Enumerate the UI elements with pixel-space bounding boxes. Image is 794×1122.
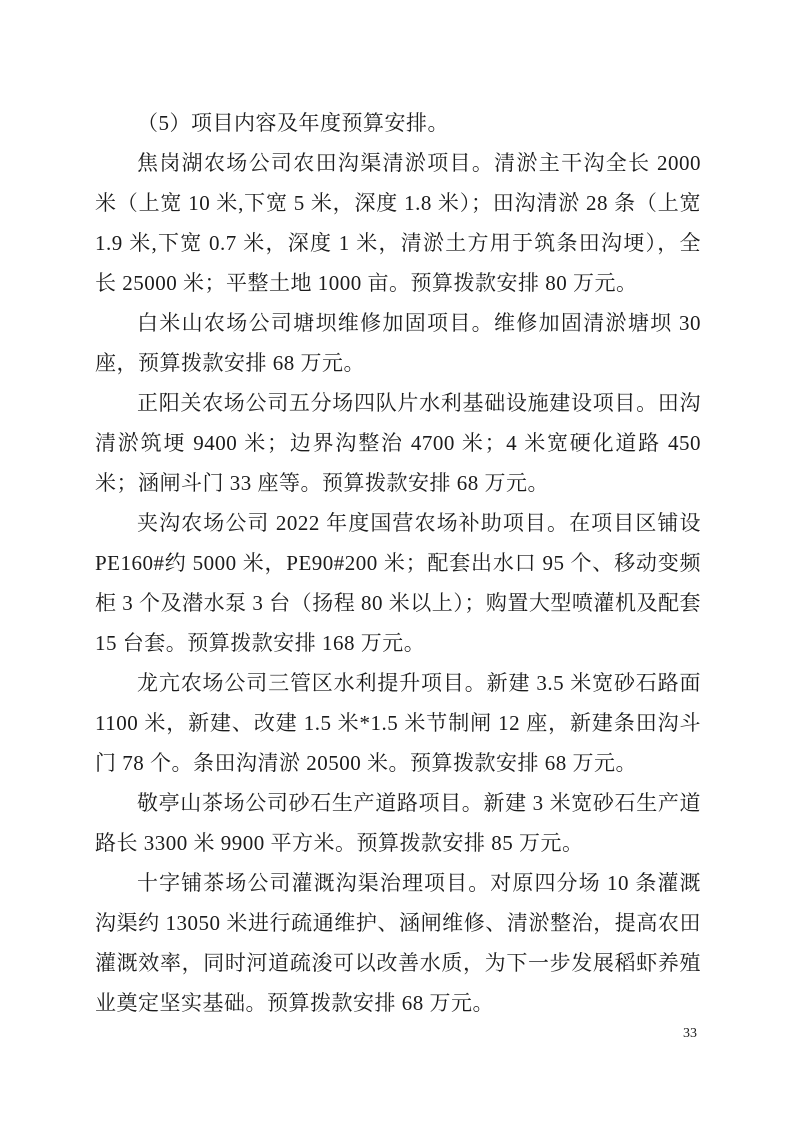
paragraph: 正阳关农场公司五分场四队片水利基础设施建设项目。田沟清淤筑埂 9400 米；边界沟整治 4700 米；4 米宽硬化道路 450 米；涵闸斗门 33 座等。预算拨款安排 68 万元。: [95, 391, 701, 495]
page-number: 33: [683, 1026, 697, 1041]
paragraph: 白米山农场公司塘坝维修加固项目。维修加固清淤塘坝 30 座，预算拨款安排 68 万元。: [95, 311, 701, 375]
paragraph: 敬亭山茶场公司砂石生产道路项目。新建 3 米宽砂石生产道路长 3300 米 9900 平方米。预算拨款安排 85 万元。: [95, 791, 701, 855]
paragraph: 夹沟农场公司 2022 年度国营农场补助项目。在项目区铺设 PE160#约 5000 米，PE90#200 米；配套出水口 95 个、移动变频柜 3 个及潜水泵 3 台（扬程 80 米以上）；购置大型喷灌机及配套 15 台套。预算拨款安排 168 万元。: [95, 511, 701, 655]
paragraph: 焦岗湖农场公司农田沟渠清淤项目。清淤主干沟全长 2000 米（上宽 10 米,下宽 5 米，深度 1.8 米）；田沟清淤 28 条（上宽 1.9 米,下宽 0.7 米，深度 1 米，清淤土方用于筑条田沟埂），全长 25000 米；平整土地 1000 亩。预算拨款安排 80 万元。: [95, 151, 701, 295]
paragraph: 龙亢农场公司三管区水利提升项目。新建 3.5 米宽砂石路面 1100 米，新建、改建 1.5 米*1.5 米节制闸 12 座，新建条田沟斗门 78 个。条田沟清淤 20500 米。预算拨款安排 68 万元。: [95, 671, 701, 775]
document-body: [95, 103, 701, 1023]
paragraph: 十字铺茶场公司灌溉沟渠治理项目。对原四分场 10 条灌溉沟渠约 13050 米进行疏通维护、涵闸维修、清淤整治，提高农田灌溉效率，同时河道疏浚可以改善水质，为下一步发展稻虾养殖业奠定坚实基础。预算拨款安排 68 万元。: [95, 871, 701, 1015]
paragraph: （5）项目内容及年度预算安排。: [137, 111, 449, 135]
